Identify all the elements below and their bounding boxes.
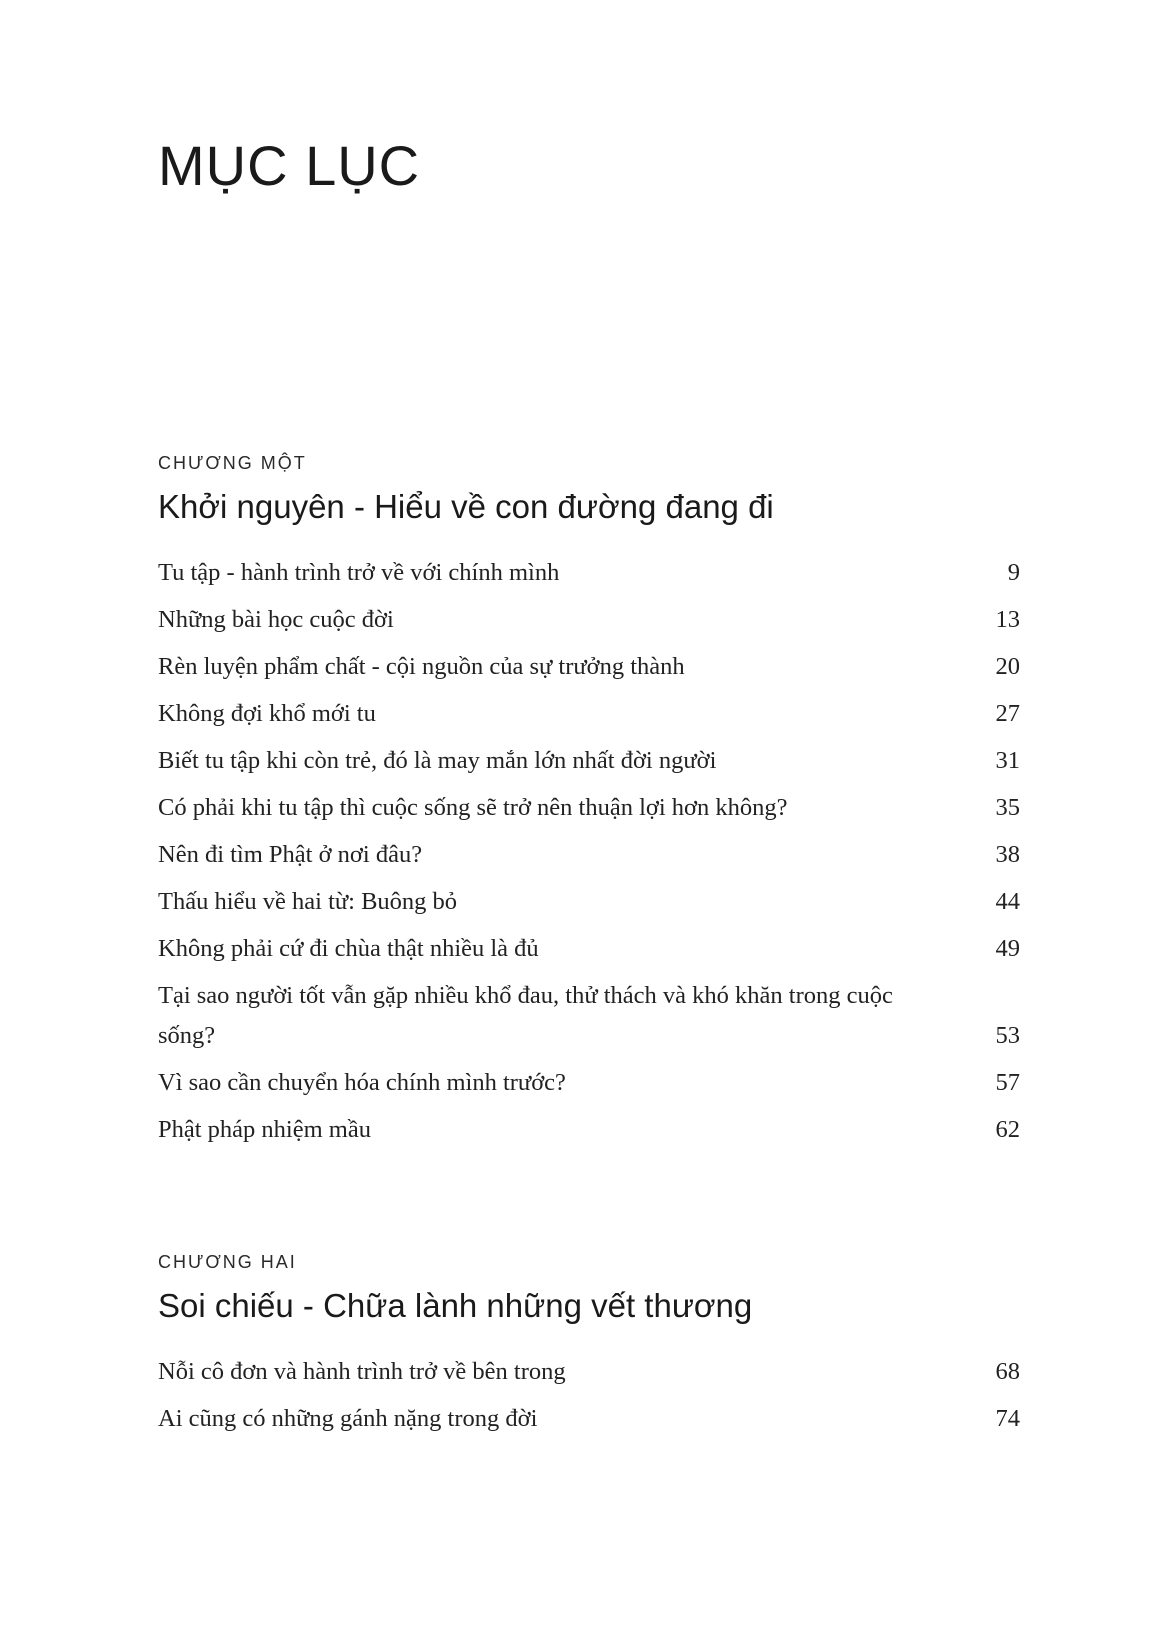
chapter-one [158,451,1020,1157]
toc-entry-title: Nỗi cô đơn và hành trình trở về bên trong [158,1358,566,1385]
toc-entry-page: 35 [995,794,1020,821]
toc-entry[interactable] [158,741,1020,781]
chapter-heading: Khởi nguyên - Hiểu về con đường đang đi [158,488,774,525]
toc-list [158,553,1020,1150]
toc-list [158,1352,1020,1439]
toc-entry-page: 53 [995,1022,1020,1049]
chapter-heading: Soi chiếu - Chữa lành những vết thương [158,1287,753,1324]
toc-entry-page: 44 [995,888,1020,915]
toc-entry[interactable] [158,882,1020,922]
page-title: MỤC LỤC [158,134,421,197]
toc-entry-title: Nên đi tìm Phật ở nơi đâu? [158,841,423,868]
toc-entry[interactable] [158,1110,1020,1150]
toc-entry-page: 68 [995,1358,1020,1385]
toc-entry-title: Có phải khi tu tập thì cuộc sống sẽ trở nên thuận lợi hơn không? [158,794,788,821]
toc-entry-page: 27 [995,700,1020,727]
toc-entry[interactable] [158,929,1020,969]
toc-entry[interactable] [158,1399,1020,1439]
toc-entry-title: Tại sao người tốt vẫn gặp nhiều khổ đau, thử thách và khó khăn trong cuộc sống? [158,982,893,1049]
toc-entry-title: Ai cũng có những gánh nặng trong đời [158,1405,538,1432]
toc-entry-title: Phật pháp nhiệm mầu [158,1116,371,1143]
toc-entry[interactable] [158,553,1020,593]
toc-entry-page: 20 [995,653,1020,680]
toc-entry[interactable] [158,835,1020,875]
toc-entry-title: Không đợi khổ mới tu [158,700,376,727]
toc-entry[interactable] [158,694,1020,734]
toc-entry[interactable] [158,600,1020,640]
toc-entry-page: 57 [995,1069,1020,1096]
toc-entry-title: Những bài học cuộc đời [158,606,394,633]
toc-entry-title: Rèn luyện phẩm chất - cội nguồn của sự trưởng thành [158,653,685,680]
toc-entry-title: Không phải cứ đi chùa thật nhiều là đủ [158,935,539,962]
chapter-label: CHƯƠNG MỘT [158,453,307,473]
toc-entry-page: 31 [995,747,1020,774]
toc-entry[interactable] [158,647,1020,687]
toc-entry-page: 38 [995,841,1020,868]
toc-entry-page: 62 [995,1116,1020,1143]
toc-entry[interactable] [158,1063,1020,1103]
toc-entry-title: Tu tập - hành trình trở về với chính mình [158,559,560,586]
toc-entry-title: Vì sao cần chuyển hóa chính mình trước? [158,1069,566,1096]
toc-entry[interactable] [158,976,1020,1056]
toc-entry[interactable] [158,788,1020,828]
chapter-two [158,1250,1020,1446]
toc-entry-page: 49 [995,935,1020,962]
toc-entry-title: Biết tu tập khi còn trẻ, đó là may mắn lớn nhất đời người [158,747,717,774]
toc-entry-page: 74 [995,1405,1020,1432]
toc-entry-page: 13 [995,606,1020,633]
chapter-label: CHƯƠNG HAI [158,1252,297,1272]
toc-entry[interactable] [158,1352,1020,1392]
toc-entry-page: 9 [1007,559,1020,586]
toc-entry-title: Thấu hiểu về hai từ: Buông bỏ [158,888,458,915]
